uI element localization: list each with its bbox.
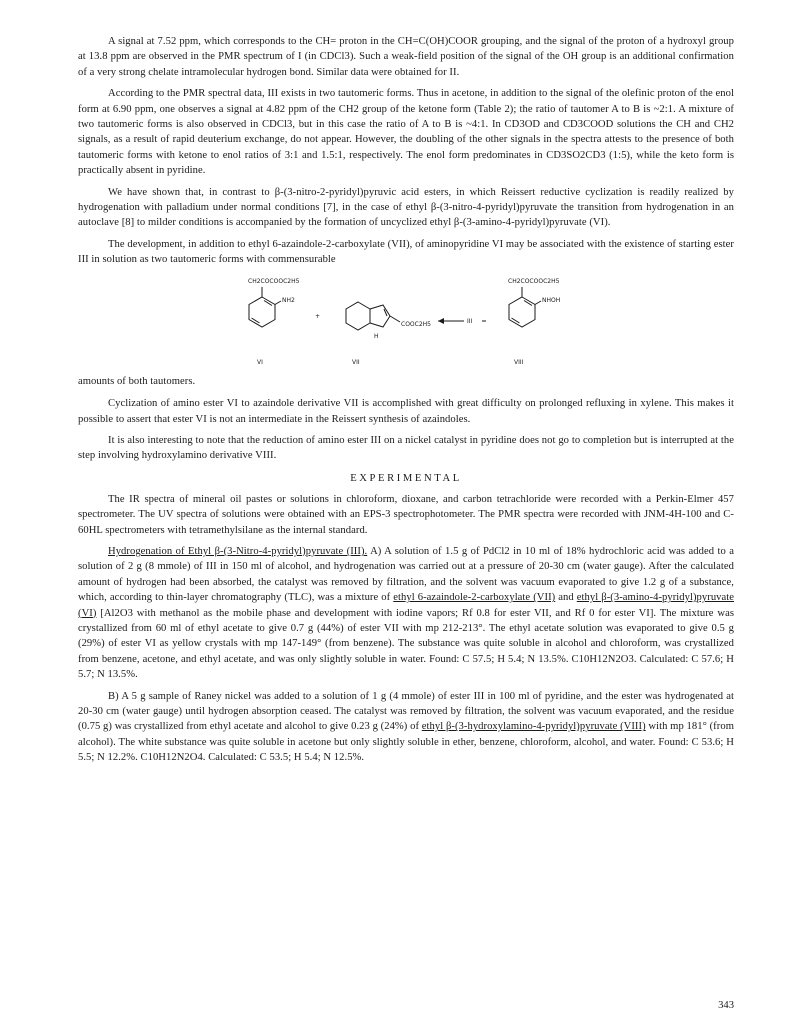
paragraph-cyclization-xylene: Cyclization of amino ester VI to azaindole derivative VII is accomplished with great difficulty on prolonged refluxing in xylene. This makes it possible to assert that ester VI is not an intermediate in the Reissert synthesis of azaindoles. (78, 398, 734, 425)
procedure-a-text-1: A) A solution of 1.5 g of PdCl2 in 10 ml of 18% hydrochloric acid was added to a solution of 2 g (8 mmole) of III in 150 ml of alcohol, and hydrogenation was carried out at a pressure of 20-30 cm (water gauge). After the calculated amount of hydrogen had been absorbed, the catalyst was removed by filtration, and the solvent was vacuum evaporated to give 1.2 g of a substance, which, according to thin-layer chromatography (TLC), was a mixture of (78, 545, 734, 604)
viii-pyridine-ring (509, 297, 535, 327)
plus-sign: + (315, 312, 321, 320)
vi-amino-group: NH2 (282, 296, 295, 304)
vii-ester-group: COOC2H5 (401, 320, 431, 328)
compound-vi-name: ethyl β-(3-amino-4-pyridyl)pyruvate (VI) (78, 592, 735, 619)
procedure-b-text-2: with mp 181° (from alcohol). The white substance was quite soluble in acetone but only slightly soluble in ether, benzene, chloroform, alcohol, and water. Found: C 53.6; H 5.5; N 12.2%. C10H12N2O4. Calculated: C 53.5; H 5.4; N 12.5%. (78, 721, 734, 764)
procedure-a-text-2: and (555, 592, 577, 604)
viii-hydroxylamino-group: NHOH (542, 296, 561, 304)
vi-label: VI (257, 358, 263, 366)
vii-label: VII (352, 358, 360, 366)
procedure-a-text-3: [Al2O3 with methanol as the mobile phase and development with iodine vapors; Rf 0.8 for ester VII, and Rf 0 for ester VI]. The mixture was crystallized from 60 ml of ethyl acetate to give 0.7 g (44%) of ester VII with mp 212-213°. The ethyl acetate solution was evaporated to give 0.5 g (29%) of ester VI as yellow crystals with mp 147-149° (from benzene). The substance was quite soluble in alcohol and chloroform, was crystallized from benzene, acetone, and ethyl acetate, and was only slightly soluble in water. Found: C 57.5; H 5.4; N 13.5%. C10H12N2O3. Calculated: C 57.6; H 5.7; N 13.5%. (78, 607, 734, 681)
paragraph-nickel-reduction: It is also interesting to note that the reduction of amino ester III on a nickel catalyst in pyridine does not go to completion but is interrupted at the step involving hydroxylamino derivative VIII. (78, 434, 734, 462)
vi-pyridine-ring (249, 297, 275, 327)
paragraph-both-tautomers: amounts of both tautomers. (78, 375, 196, 387)
paragraph-aminopyridine-development: The development, in addition to ethyl 6-azaindole-2-carboxylate (VII), of aminopyridine VI may be associated with the existence of starting ester III in solution as two tautomeric forms with commensurable (78, 238, 734, 266)
page-number: 343 (718, 1000, 734, 1011)
paragraph-instrumentation: The IR spectra of mineral oil pastes or solutions in chloroform, dioxane, and carbon tetrachloride were recorded with a Perkin-Elmer 457 spectrometer. The UV spectra of solutions were obtained with an EPS-3 spectrophotometer. The PMR spectra were recorded with JNM-4H-100 and C-60HL spectrometers with tetramethylsilane as the internal standard. (78, 493, 734, 536)
section-heading-experimental: EXPERIMENTAL (350, 472, 462, 484)
vi-substituent: CH2COCOOC2H5 (248, 277, 300, 285)
procedure-title: Hydrogenation of Ethyl β-(3-Nitro-4-pyridyl)pyruvate (III). (108, 545, 368, 557)
procedure-b-text-1: B) A 5 g sample of Raney nickel was added to a solution of 1 g (4 mmole) of ester III in 100 ml of pyridine, and the ester was hydrogenated at 20-30 cm (water gauge) until hydrogen absorption ceased. The catalyst was removed by filtration, the solvent was vacuum evaporated, and the residue (0.75 g) was crystallized from ethyl acetate and alcohol to give 0.23 g (24%) of (78, 690, 734, 733)
arrow-label: III (467, 317, 473, 325)
viii-substituent: CH2COCOOC2H5 (508, 277, 560, 285)
compound-viii-name: ethyl β-(3-hydroxylamino-4-pyridyl)pyruvate (VIII) (421, 721, 646, 733)
page-body (78, 34, 734, 766)
viii-label: VIII (514, 358, 524, 366)
vii-pyridine-ring (346, 302, 370, 330)
paragraph-tautomeric-forms: According to the PMR spectral data, III exists in two tautomeric forms. Thus in acetone, in addition to the signal of the olefinic proton of the enol form at 6.90 ppm, one observes a signal at 4.82 ppm of the CH2 group of the ketone form (Table 2); the ratio of tautomer A to B is ~2:1. A mixture of two tautomeric forms is also observed in CDCl3, but in this case the ratio of A to B is ~4:1. In CD3OD and CD3COOD solutions the CH and CH2 signals, as a result of rapid deuterium exchange, do not appear. However, the doubling of the other signals in the spectra attests to the presence of both tautomeric forms with ketone to enol ratios of 3:1 and 1.5:1, respectively. The enol form predominates in CD3SO2CD3 (1:5), while the keto form is practically absent in pyridine. (78, 88, 734, 177)
paragraph-hydrogenation-a (78, 544, 734, 683)
paragraph-pmr-signals: A signal at 7.52 ppm, which corresponds to the CH= proton in the CH=C(OH)COOR grouping, and the signal of the proton of a hydroxyl group at 13.8 ppm are observed in the PMR spectrum of I (in CDCl3). Such a weak-field position of the signal of the OH group is an additional confirmation of a very strong chelate intramolecular hydrogen bond. Similar data were obtained for II. (78, 36, 734, 78)
vii-nh-group: H (374, 332, 379, 340)
paragraph-hydrogenation-b (78, 689, 734, 766)
reaction-scheme (78, 272, 734, 374)
compound-vii-name: ethyl 6-azaindole-2-carboxylate (VII) (393, 592, 556, 604)
reaction-scheme-drawing (218, 272, 618, 372)
paragraph-reissert-cyclization: We have shown that, in contrast to β-(3-nitro-2-pyridyl)pyruvic acid esters, in which Reissert reductive cyclization is readily realized by hydrogenation with palladium under normal conditions [7], in the case of ethyl β-(3-nitro-4-pyridyl)pyruvate the transition from hydrogenation in an autoclave [8] to milder conditions is accompanied by the formation of uncyclized ethyl β-(3-amino-4-pyridyl)pyruvate (VI). (78, 186, 734, 229)
